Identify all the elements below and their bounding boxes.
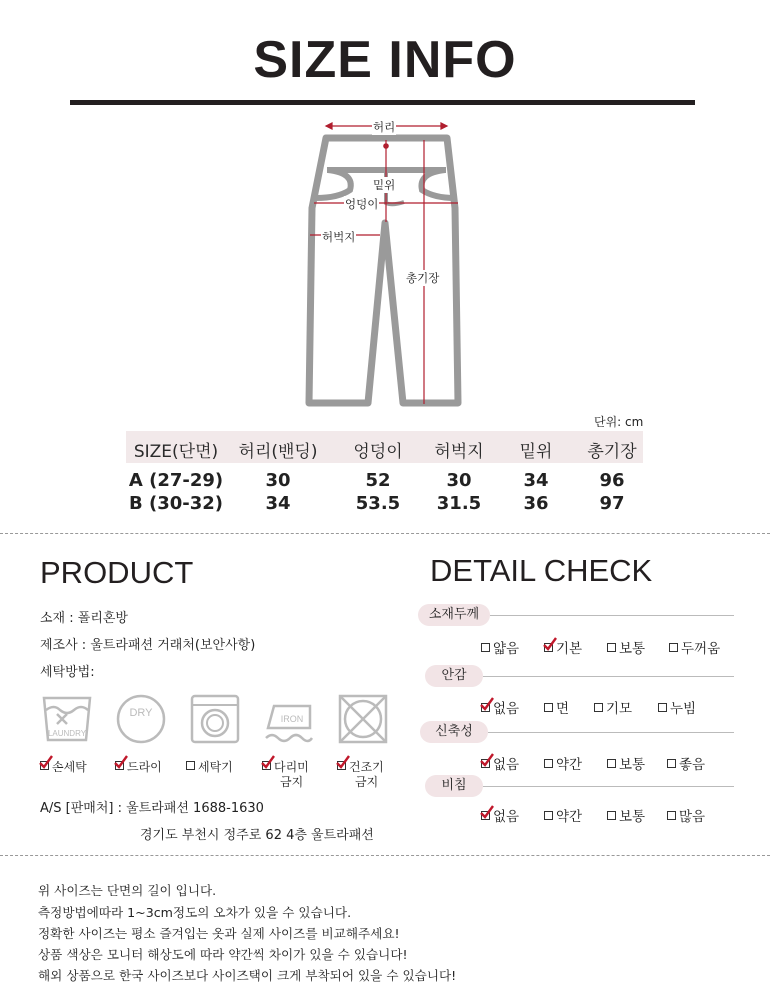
rise-label: 밑위	[373, 178, 396, 192]
detail-option[interactable]: 보통	[607, 637, 645, 657]
washing-title: 세탁방법:	[40, 665, 95, 680]
size-a-rise: 34	[523, 470, 549, 491]
detail-group-divider	[490, 615, 734, 616]
detail-option[interactable]: 많음	[667, 805, 705, 825]
checkbox-icon	[544, 811, 553, 820]
hip-label: 엉덩이	[345, 197, 379, 211]
maker-text: 제조사 : 울트라패션 거래처(보안사항)	[40, 638, 256, 653]
waist-label: 허리	[373, 120, 396, 134]
size-a-waist: 30	[265, 470, 291, 491]
size-b-label: B (30-32)	[128, 493, 223, 514]
laundry-icon-text: LAUNDRY	[47, 729, 87, 738]
page-title: SIZE INFO	[253, 31, 517, 89]
title-divider	[70, 100, 695, 105]
note-line: 상품 색상은 모니터 해상도에 따라 약간씩 차이가 있을 수 있습니다!	[38, 947, 408, 962]
checkbox-icon	[481, 811, 490, 820]
checkbox-icon	[658, 703, 667, 712]
col-header-length: 총기장	[587, 442, 637, 462]
checkbox-icon	[481, 703, 490, 712]
detail-group-divider	[488, 732, 734, 733]
detail-option[interactable]: 약간	[544, 753, 582, 773]
checkbox-icon	[481, 643, 490, 652]
care-option-machine[interactable]	[186, 760, 233, 775]
washing-machine-icon	[188, 692, 242, 746]
detail-group-label: 신축성	[420, 721, 488, 743]
detail-option[interactable]: 없음	[481, 805, 519, 825]
size-a-hip: 52	[365, 470, 391, 491]
detail-option[interactable]: 면	[544, 697, 569, 717]
note-line: 위 사이즈는 단면의 길이 입니다.	[38, 883, 217, 898]
checkbox-icon	[607, 643, 616, 652]
size-b-rise: 36	[523, 493, 549, 514]
checkbox-icon	[667, 811, 676, 820]
detail-check-title: DETAIL CHECK	[430, 553, 653, 588]
material-text: 소재 : 폴리혼방	[40, 611, 128, 626]
dry-clean-icon	[114, 692, 168, 746]
detail-group-label: 소재두께	[418, 604, 490, 626]
care-option-label-2: 금지	[355, 775, 379, 789]
checkbox-icon	[607, 759, 616, 768]
size-b-waist: 34	[265, 493, 291, 514]
checkbox-icon	[337, 761, 346, 770]
detail-option[interactable]: 보통	[607, 805, 645, 825]
checkbox-icon	[115, 761, 124, 770]
section-divider	[0, 855, 770, 856]
laundry-icon	[40, 692, 94, 746]
checkbox-icon	[544, 759, 553, 768]
col-header-waist: 허리(밴딩)	[238, 442, 318, 462]
note-line: 정확한 사이즈는 평소 즐겨입는 옷과 실제 사이즈를 비교해주세요!	[38, 926, 400, 941]
checkbox-icon	[40, 761, 49, 770]
size-a-thigh: 30	[446, 470, 472, 491]
care-option-label: 다리미	[274, 760, 309, 774]
iron-icon-text: IRON	[280, 714, 304, 724]
product-title: PRODUCT	[40, 555, 194, 590]
care-option-label: 손세탁	[52, 760, 87, 774]
checkbox-icon	[544, 643, 553, 652]
checkbox-icon	[669, 643, 678, 652]
note-line: 측정방법에따라 1~3cm정도의 오차가 있을 수 있습니다.	[38, 905, 352, 920]
col-header-rise: 밑위	[519, 442, 553, 462]
as-contact: A/S [판매처] : 울트라패션 1688-1630	[40, 801, 264, 816]
note-line: 해외 상품으로 한국 사이즈보다 사이즈택이 크게 부착되어 있을 수 있습니다!	[38, 968, 457, 983]
detail-option[interactable]: 기본	[544, 637, 582, 657]
dryer-icon	[336, 692, 390, 746]
col-header-size: SIZE(단면)	[133, 442, 219, 462]
size-b-thigh: 31.5	[436, 493, 482, 514]
checkbox-icon	[481, 759, 490, 768]
care-option-label-2: 금지	[280, 775, 304, 789]
detail-option[interactable]: 얇음	[481, 637, 519, 657]
dry-icon-text: DRY	[129, 707, 153, 719]
detail-option[interactable]: 없음	[481, 697, 519, 717]
detail-option[interactable]: 약간	[544, 805, 582, 825]
detail-option[interactable]: 좋음	[667, 753, 705, 773]
checkbox-icon	[186, 761, 195, 770]
care-option-dryclean[interactable]	[115, 760, 162, 775]
detail-group-label: 안감	[425, 665, 483, 687]
care-option-no-iron[interactable]	[262, 760, 309, 790]
detail-group-divider	[483, 786, 734, 787]
detail-option[interactable]: 보통	[607, 753, 645, 773]
checkbox-icon	[607, 811, 616, 820]
size-a-length: 96	[599, 470, 625, 491]
care-option-label: 세탁기	[198, 760, 233, 774]
section-divider	[0, 533, 770, 534]
detail-group-divider	[483, 676, 734, 677]
size-b-length: 97	[599, 493, 625, 514]
iron-icon	[262, 692, 316, 746]
care-option-handwash[interactable]	[40, 760, 87, 775]
size-b-hip: 53.5	[355, 493, 401, 514]
detail-option[interactable]: 없음	[481, 753, 519, 773]
unit-label: 단위: cm	[594, 415, 644, 429]
care-option-label: 건조기	[349, 760, 384, 774]
size-a-label: A (27-29)	[128, 470, 224, 491]
care-option-label: 드라이	[127, 760, 162, 774]
detail-option[interactable]: 누빔	[658, 697, 696, 717]
checkbox-icon	[262, 761, 271, 770]
detail-option[interactable]: 기모	[594, 697, 632, 717]
address-text: 경기도 부천시 정주로 62 4층 울트라패션	[140, 828, 374, 843]
checkbox-icon	[594, 703, 603, 712]
length-label: 총기장	[406, 271, 440, 285]
detail-option[interactable]: 두꺼움	[669, 637, 720, 657]
checkbox-icon	[667, 759, 676, 768]
col-header-hip: 엉덩이	[353, 442, 403, 462]
pants-diagram	[300, 118, 470, 410]
thigh-label: 허벅지	[322, 230, 356, 244]
col-header-thigh: 허벅지	[434, 442, 484, 462]
detail-group-label: 비침	[425, 775, 483, 797]
care-option-no-dryer[interactable]	[337, 760, 384, 790]
checkbox-icon	[544, 703, 553, 712]
